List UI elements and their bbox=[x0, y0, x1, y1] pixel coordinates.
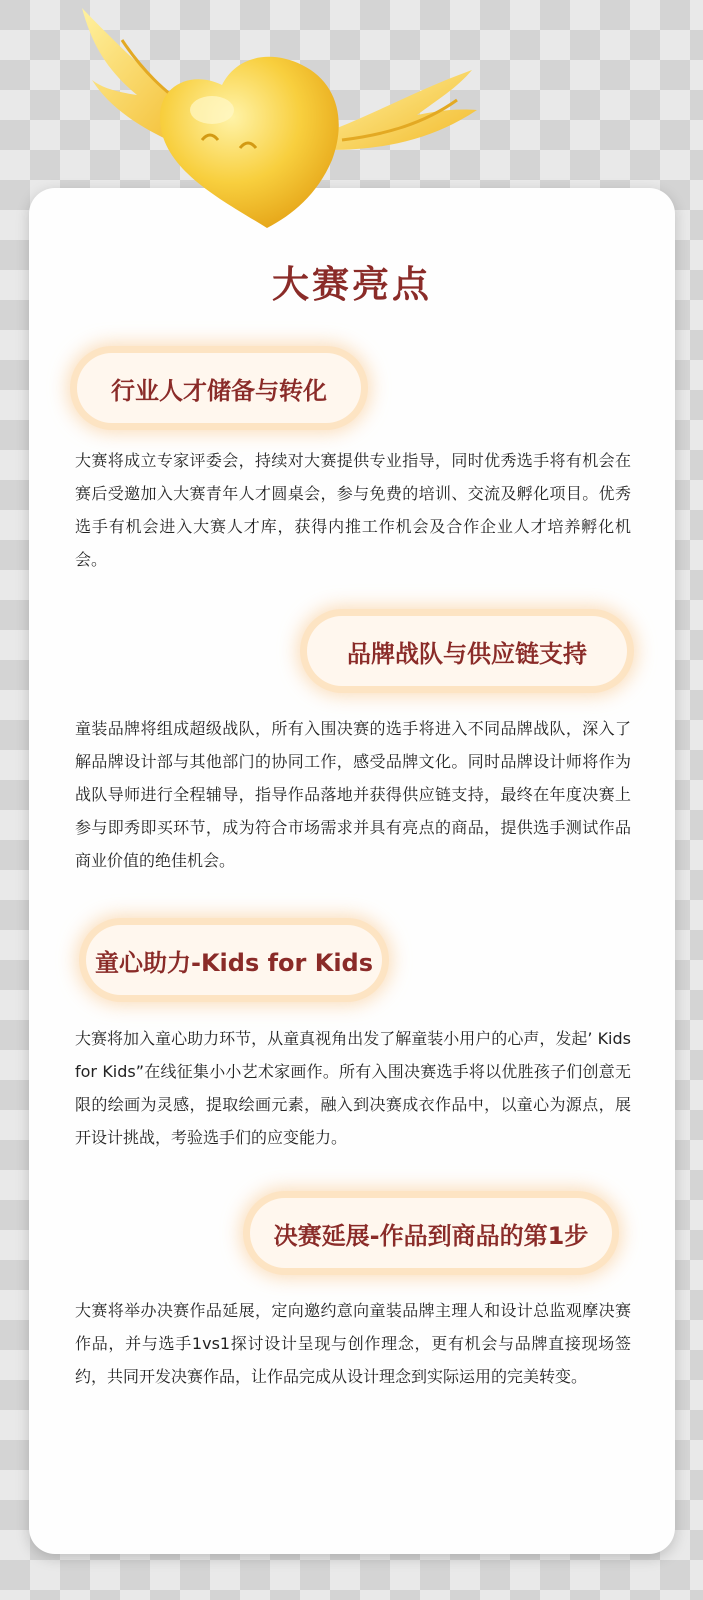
highlights-card bbox=[29, 188, 675, 1554]
section-body-talent: 大赛将成立专家评委会，持续对大赛提供专业指导，同时优秀选手将有机会在赛后受邀加入大赛青年人才圆桌会，参与免费的培训、交流及孵化项目。优秀选手有机会进入大赛人才库，获得内推工作机会及合作企业人才培养孵化机会。 bbox=[75, 451, 631, 569]
section-body-kids: 大赛将加入童心助力环节，从童真视角出发了解童装小用户的心声，发起’ Kids for Kids”在线征集小小艺术家画作。所有入围决赛选手将以优胜孩子们创意无限的绘画为灵感，提取绘画元素，融入到决赛成衣作品中，以童心为源点，展开设计挑战，考验选手们的应变能力。 bbox=[75, 1029, 631, 1147]
section-heading-final: 决赛延展-作品到商品的第1步 bbox=[250, 1198, 612, 1268]
section-heading-kids: 童心助力-Kids for Kids bbox=[86, 925, 382, 995]
section-heading-brand: 品牌战队与供应链支持 bbox=[307, 616, 627, 686]
section-body-final: 大赛将举办决赛作品延展，定向邀约意向童装品牌主理人和设计总监观摩决赛作品，并与选手1vs1探讨设计呈现与创作理念，更有机会与品牌直接现场签约，共同开发决赛作品，让作品完成从设计理念到实际运用的完美转变。 bbox=[75, 1301, 631, 1386]
winged-heart-icon bbox=[62, 0, 492, 250]
page-title: 大赛亮点 bbox=[272, 263, 432, 306]
section-heading-talent: 行业人才储备与转化 bbox=[77, 353, 361, 423]
section-body-brand: 童装品牌将组成超级战队，所有入围决赛的选手将进入不同品牌战队，深入了解品牌设计部与其他部门的协同工作，感受品牌文化。同时品牌设计师将作为战队导师进行全程辅导，指导作品落地并获得供应链支持，最终在年度决赛上参与即秀即买环节，成为符合市场需求并具有亮点的商品，提供选手测试作品商业价值的绝佳机会。 bbox=[75, 719, 631, 870]
